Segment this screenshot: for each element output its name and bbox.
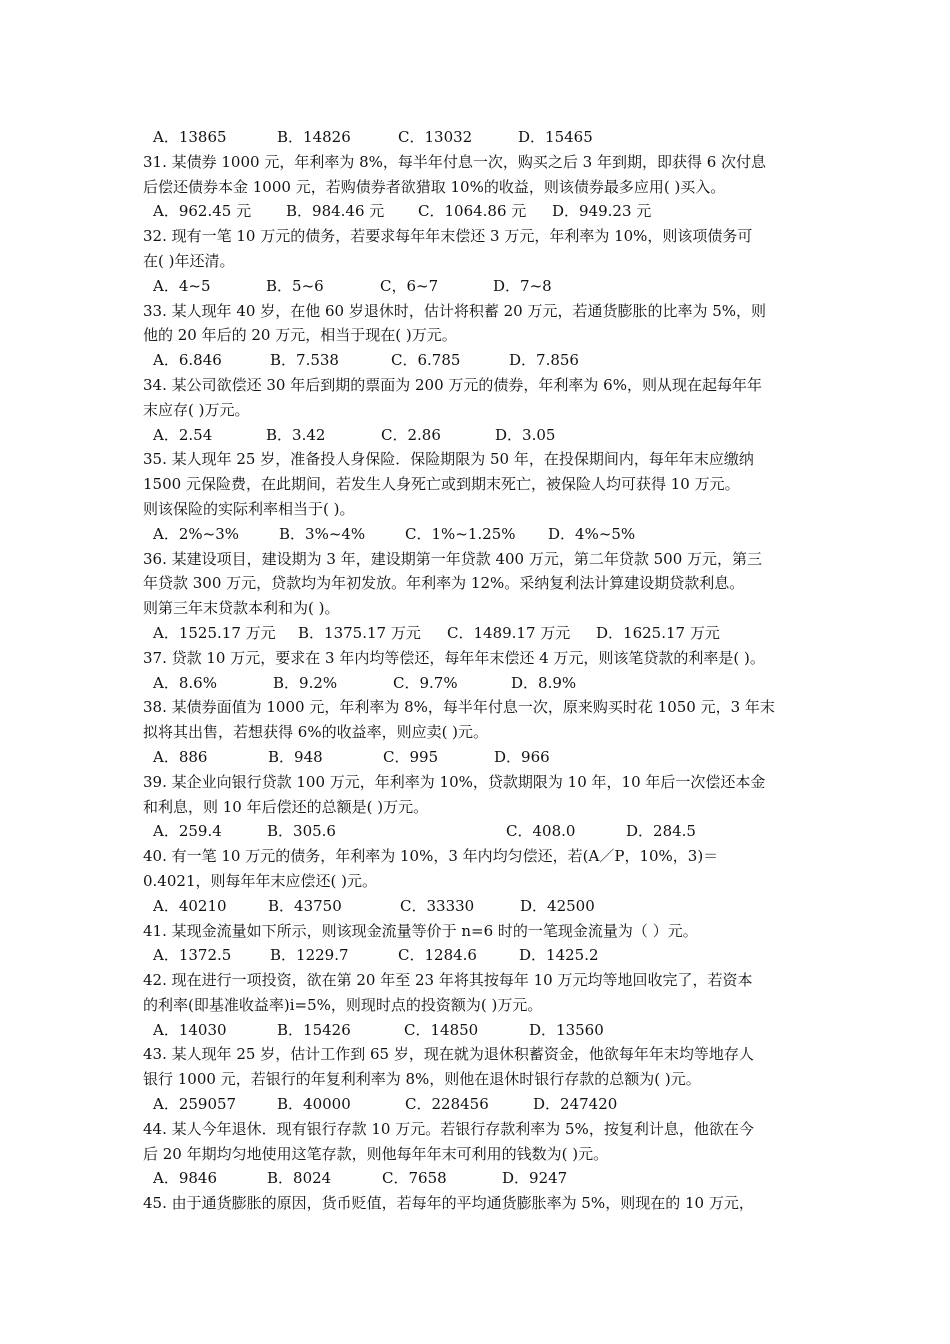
answer-option: B．948 xyxy=(268,747,323,766)
answer-option: D．247420 xyxy=(533,1095,618,1114)
answer-option: C．1064.86 元 xyxy=(418,202,527,221)
question-text-line: 1500 元保险费，在此期间，若发生人身死亡或到期末死亡，被保险人均可获得 10 万元。 xyxy=(143,475,740,494)
answer-option: A．259.4 xyxy=(153,822,222,841)
answer-option: C．14850 xyxy=(404,1020,479,1039)
answer-options-row xyxy=(143,1166,813,1191)
answer-option: A．1372.5 xyxy=(153,946,232,965)
question-text-line: 在( )年还清。 xyxy=(143,251,235,270)
answer-options-row xyxy=(143,671,813,696)
question-text-line: 拟将其出售，若想获得 6%的收益率，则应卖( )元。 xyxy=(143,723,489,742)
question-text-line: 42. 现在进行一项投资，欲在第 20 年至 23 年将其按每年 10 万元均等地回收完了，若资本 xyxy=(143,971,753,990)
answer-option: C．6.785 xyxy=(391,351,461,370)
answer-option: C．13032 xyxy=(398,128,473,146)
answer-option: D．13560 xyxy=(529,1020,604,1039)
question-text-line: 45. 由于通货膨胀的原因，货币贬值，若每年的平均通货膨胀率为 5%，则现在的 10 万元， xyxy=(143,1194,754,1213)
question-text-line: 36. 某建设项目，建设期为 3 年，建设期第一年贷款 400 万元，第二年贷款 500 万元，第三 xyxy=(143,549,763,568)
answer-option: D．7.856 xyxy=(509,351,579,370)
question-text-line: 银行 1000 元，若银行的年复利利率为 8%，则他在退休时银行存款的总额为( )元。 xyxy=(143,1070,701,1089)
answer-options-row xyxy=(143,745,813,770)
answer-option: B．984.46 元 xyxy=(286,202,385,221)
question-list xyxy=(143,125,813,1216)
answer-option: B．305.6 xyxy=(267,822,336,841)
question-text-line: 40. 有一笔 10 万元的债务，年利率为 10%，3 年内均匀偿还，若(A／P，10%，3)＝ xyxy=(143,847,719,866)
answer-option: D．949.23 元 xyxy=(552,202,652,221)
answer-option: A．4~5 xyxy=(153,276,211,295)
answer-option: A．259057 xyxy=(153,1095,237,1114)
answer-options-row xyxy=(143,125,813,150)
answer-option: B．15426 xyxy=(277,1020,351,1039)
answer-option: B．7.538 xyxy=(270,351,339,370)
question-text-line: 43. 某人现年 25 岁，估计工作到 65 岁，现在就为退休积蓄资金，他欲每年年末均等地存人 xyxy=(143,1045,754,1064)
answer-options-row xyxy=(143,522,813,547)
answer-option: A．14030 xyxy=(153,1020,227,1039)
question-text-line: 的利率(即基准收益率)i=5%，则现时点的投资额为( )万元。 xyxy=(143,995,543,1014)
answer-options-row xyxy=(143,348,813,373)
answer-options-row xyxy=(143,621,813,646)
question-text-line: 32. 现有一笔 10 万元的债务，若要求每年年末偿还 3 万元，年利率为 10%，则该项债务可 xyxy=(143,227,753,246)
answer-option: D．3.05 xyxy=(495,425,556,444)
answer-options-row xyxy=(143,894,813,919)
answer-option: C．7658 xyxy=(382,1169,447,1188)
question-text-line: 31. 某债券 1000 元，年利率为 8%，每半年付息一次，购买之后 3 年到期，即获得 6 次付息 xyxy=(143,152,767,171)
question-text-line: 37. 贷款 10 万元，要求在 3 年内均等偿还，每年年末偿还 4 万元，则该笔贷款的利率是( )。 xyxy=(143,648,765,667)
answer-option: A．8.6% xyxy=(153,673,217,692)
question-text-line: 35. 某人现年 25 岁，准备投人身保险．保险期限为 50 年，在投保期间内，每年年末应缴纳 xyxy=(143,450,754,469)
question-text-line: 33. 某人现年 40 岁，在他 60 岁退休时，估计将积蓄 20 万元，若通货膨胀的比率为 5%，则 xyxy=(143,301,767,320)
answer-option: A．13865 xyxy=(153,128,227,146)
question-text-line: 0.4021，则每年年末应偿还( )元。 xyxy=(143,871,377,890)
question-text-line: 34. 某公司欲偿还 30 年后到期的票面为 200 万元的债券，年利率为 6%，则从现在起每年年 xyxy=(143,375,762,394)
question-text-line: 44. 某人今年退休．现有银行存款 10 万元。若银行存款利率为 5%，按复利计息，他欲在今 xyxy=(143,1119,754,1138)
answer-option: B．8024 xyxy=(267,1169,332,1188)
question-text-line: 后偿还债券本金 1000 元，若购债券者欲猎取 10%的收益，则该债券最多应用( )买入。 xyxy=(143,177,726,196)
answer-option: A．2%~3% xyxy=(153,524,239,543)
answer-option: B．9.2% xyxy=(273,673,338,692)
answer-option: D．4%~5% xyxy=(548,524,636,543)
answer-option: A．886 xyxy=(153,747,208,766)
answer-option: A．1525.17 万元 xyxy=(153,623,276,642)
answer-option: A．2.54 xyxy=(153,425,213,444)
question-text-line: 末应存( )万元。 xyxy=(143,400,250,419)
answer-option: A．9846 xyxy=(153,1169,218,1188)
question-text-line: 38. 某债券面值为 1000 元，年利率为 8%，每半年付息一次，原来购买时花 1050 元，3 年末 xyxy=(143,698,775,717)
answer-option: D．1425.2 xyxy=(519,946,599,965)
answer-option: C．228456 xyxy=(405,1095,489,1114)
answer-option: C．1%~1.25% xyxy=(405,524,516,543)
answer-option: C．1284.6 xyxy=(398,946,477,965)
answer-option: C，6~7 xyxy=(380,276,439,295)
question-text-line: 和利息，则 10 年后偿还的总额是( )万元。 xyxy=(143,797,429,816)
answer-option: D．966 xyxy=(494,747,550,766)
question-text-line: 则第三年末贷款本利和为( )。 xyxy=(143,599,340,618)
question-text-line: 他的 20 年后的 20 万元，相当于现在( )万元。 xyxy=(143,326,457,345)
answer-options-row xyxy=(143,819,813,844)
answer-options-row xyxy=(143,274,813,299)
answer-options-row xyxy=(143,1018,813,1043)
answer-option: D．284.5 xyxy=(626,822,696,841)
question-text-line: 41. 某现金流量如下所示，则该现金流量等价于 n=6 时的一笔现金流量为（ ）元。 xyxy=(143,921,698,940)
answer-option: D．7~8 xyxy=(493,276,552,295)
answer-option: C．408.0 xyxy=(506,822,576,841)
answer-option: B．1229.7 xyxy=(270,946,349,965)
answer-option: D．8.9% xyxy=(511,673,577,692)
answer-option: B．1375.17 万元 xyxy=(298,623,421,642)
answer-option: D．15465 xyxy=(518,128,593,146)
answer-option: D．42500 xyxy=(520,896,595,915)
answer-option: B．3.42 xyxy=(266,425,326,444)
answer-options-row xyxy=(143,423,813,448)
answer-option: B．40000 xyxy=(277,1095,351,1114)
answer-option: C．995 xyxy=(383,747,439,766)
answer-option: B．5~6 xyxy=(266,276,324,295)
answer-option: A．962.45 元 xyxy=(153,202,252,221)
answer-option: C．1489.17 万元 xyxy=(447,623,571,642)
answer-option: C．9.7% xyxy=(393,673,458,692)
question-text-line: 后 20 年期均匀地使用这笔存款，则他每年年末可利用的钱数为( )元。 xyxy=(143,1144,609,1163)
answer-option: B．43750 xyxy=(268,896,342,915)
question-text-line: 39. 某企业向银行贷款 100 万元，年利率为 10%，贷款期限为 10 年，10 年后一次偿还本金 xyxy=(143,772,766,791)
answer-options-row xyxy=(143,199,813,224)
answer-option: D．1625.17 万元 xyxy=(596,623,720,642)
question-text-line: 则该保险的实际利率相当于( )。 xyxy=(143,499,355,518)
answer-option: A．6.846 xyxy=(153,351,222,370)
answer-option: B．3%~4% xyxy=(279,524,366,543)
answer-option: D．9247 xyxy=(502,1169,568,1188)
answer-option: B．14826 xyxy=(277,128,351,146)
answer-option: C．2.86 xyxy=(381,425,441,444)
answer-options-row xyxy=(143,1092,813,1117)
answer-options-row xyxy=(143,943,813,968)
answer-option: A．40210 xyxy=(153,896,227,915)
question-text-line: 年贷款 300 万元，贷款均为年初发放。年利率为 12%。采纳复利法计算建设期贷款利息。 xyxy=(143,574,745,593)
answer-option: C．33330 xyxy=(400,896,475,915)
